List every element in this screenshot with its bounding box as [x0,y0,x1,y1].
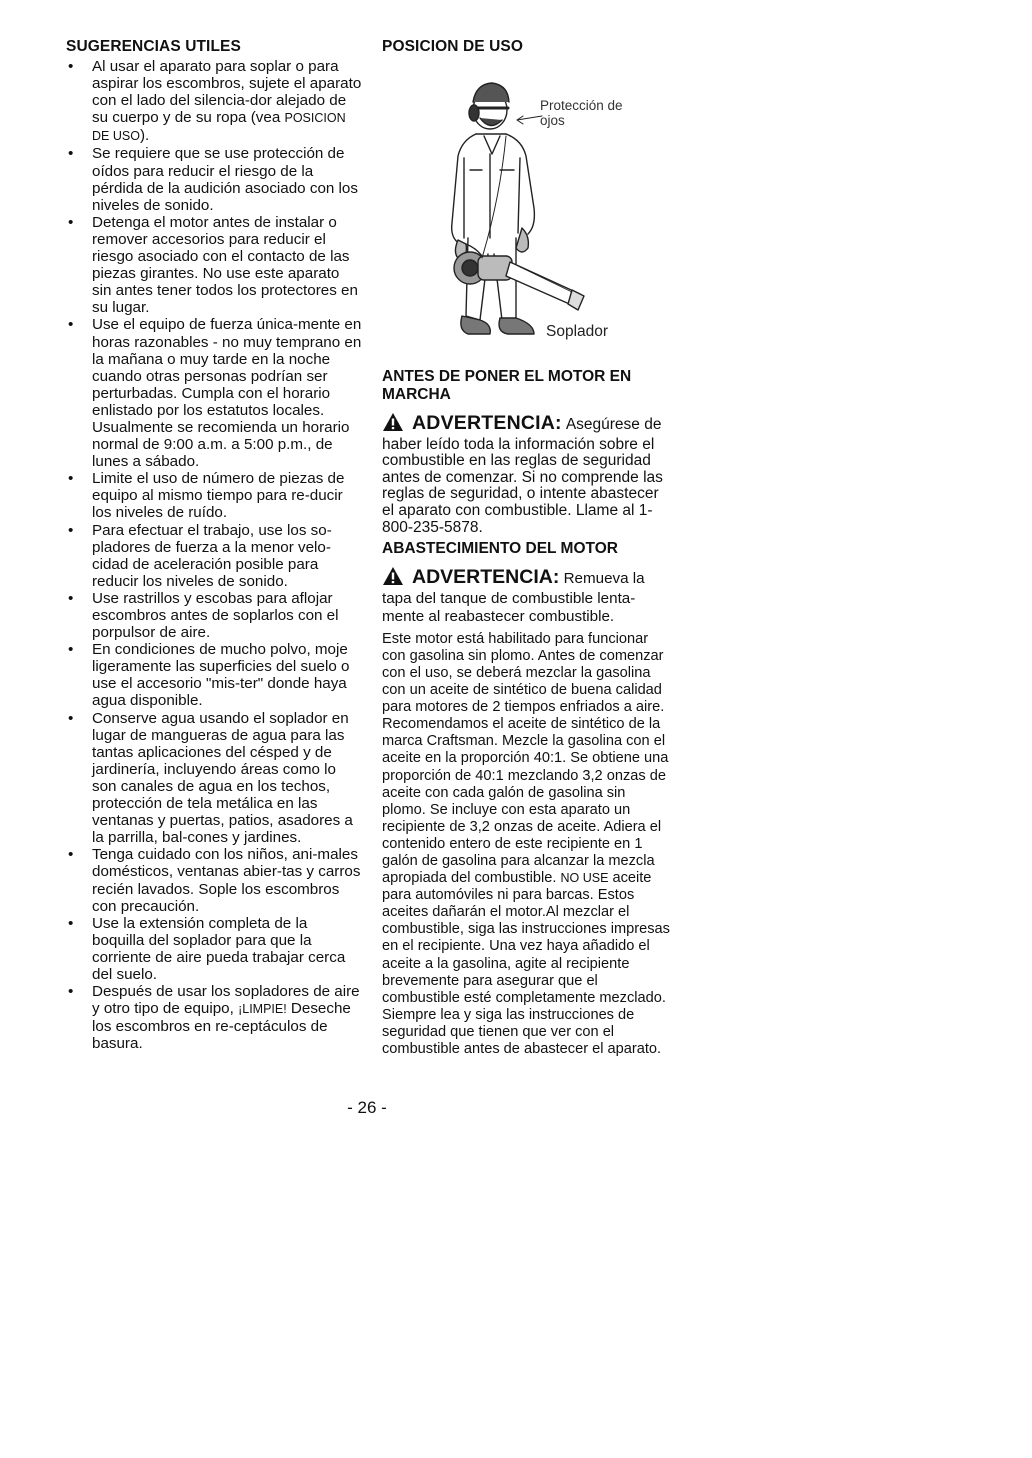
list-item: • Al usar el aparato para soplar o para aspirar los escombros, sujete el aparato con el lado del silencia-dor alejado de su cuerpo y de su ropa (vea POSICION DE USO). [68,58,362,145]
list-item: • Para efectuar el trabajo, use los so-pladores de fuerza a la menor velo-cidad de aceleración posible para reducir los niveles de sonido. [68,521,332,590]
fueling-engine-heading: ABASTECIMIENTO DEL MOTOR [382,540,618,558]
warning-text: Remueva la tapa del tanque de combustible lenta-mente al reabastecer combustible. [382,570,645,625]
eye-protection-label: Protección de ojos [540,98,623,128]
list-item: • Después de usar los sopladores de aire y otro tipo de equipo, ¡LIMPIE! Deseche los escombros en re-ceptáculos de basura. [68,983,360,1053]
list-item: • Detenga el motor antes de instalar o remover accesorios para reducir el riesgo asociado con el contacto de las piezas girantes. No use este aparato sin antes tener todos los protectores en su lugar. [68,213,358,317]
before-starting-heading: ANTES DE PONER EL MOTOR EN MARCHA [382,368,632,403]
warning-title: ADVERTENCIA: [412,566,560,589]
list-item: • En condiciones de mucho polvo, moje ligeramente las superficies del suelo o use el accesorio "mis-ter" donde haya agua disponible. [68,641,350,710]
warning-title: ADVERTENCIA: [412,412,562,434]
left-column [66,38,362,1052]
list-item: • Limite el uso de número de piezas de equipo al mismo tiempo para re-ducir los niveles de ruído. [68,470,345,522]
warning-read-fuel-info [382,412,672,536]
right-column [382,38,672,1058]
list-item: • Se requiere que se use protección de oídos para reducir el riesgo de la pérdida de la audición asociado con los niveles de sonido. [68,145,358,214]
warning-triangle-icon [382,566,404,590]
operating-position-heading: POSICION DE USO [382,38,524,55]
useful-tips-heading: SUGERENCIAS UTILES [66,38,241,55]
operator-figure [382,58,672,348]
blower-label: Soplador [546,323,609,340]
list-item: • Tenga cuidado con los niños, ani-males domésticos, ventanas abier-tas y carros recién lavados. Sople los escombros con precaución. [68,846,361,915]
warning-triangle-icon [382,412,404,437]
list-item: • Use el equipo de fuerza única-mente en horas razonables - no muy temprano en la mañana o muy tarde en la noche cuando otras personas podrían ser perturbadas. Cumpla con el horario enlistado por los estatutos locales. Usualmente se recomienda un horario normal de 9:00 a.m. a 5:00 p.m., de lunes a sábado. [68,316,362,471]
warning-text: Asegúrese de haber leído toda la información sobre el combustible en las reglas de seguridad antes de comenzar. Si no comprende las reglas de seguridad, o intente abastecer el aparato con combustible. Llame al 1-800-235-5878. [382,416,663,536]
tips-list [66,58,362,1052]
list-item: • Use la extensión completa de la boquilla del soplador para que la corriente de aire pueda trabajar cerca del suelo. [68,914,346,983]
list-item: • Use rastrillos y escobas para aflojar escombros antes de soplarlos con el porpulsor de aire. [68,589,339,642]
fuel-mixing-instructions: Este motor está habilitado para funcionar con gasolina sin plomo. Antes de comenzar con el uso, se deberá mezclar la gasolina con un aceite de sintético de buena calidad para motores de 2 tiempos enfriados a aire. Recomendamos el aceite de sintético de la marca Craftsman. Mezcle la gasolina con el aceite en la proporción 40:1. Se obtiene una proporción de 40:1 mezclando 3,2 onzas de aceite con cada galón de gasolina sin plomo. Se incluye con esta aparato un recipiente de 3,2 onzas de aceite. Adiera el contenido entero de este recipiente en 1 galón de gasolina para alcanzar la mezcla apropiada del combustible. NO USE aceite para automóviles ni para barcas. Estos aceites dañarán el motor.Al mezclar el combustible, siga las instrucciones impresas en el recipiente. Una vez haya añadido el aceite a la gasolina, agite al recipiente brevemente para asegurar que el combustible esté completamente mezclado. Siempre lea y siga las instrucciones de seguridad que tienen que ver con el combustible antes de abastecer el aparato. [382,630,670,1058]
warning-fuel-cap [382,566,672,625]
page-number: - 26 - [347,1098,387,1117]
list-item: • Conserve agua usando el soplador en lugar de mangueras de agua para las tantas aplicaciones del césped y de jardinería, incluyendo áreas como lo son canales de agua en los techos, protección de tela metálica en las ventanas y puertas, patios, asadores a la parrilla, bal-cones y jardines. [68,709,353,847]
